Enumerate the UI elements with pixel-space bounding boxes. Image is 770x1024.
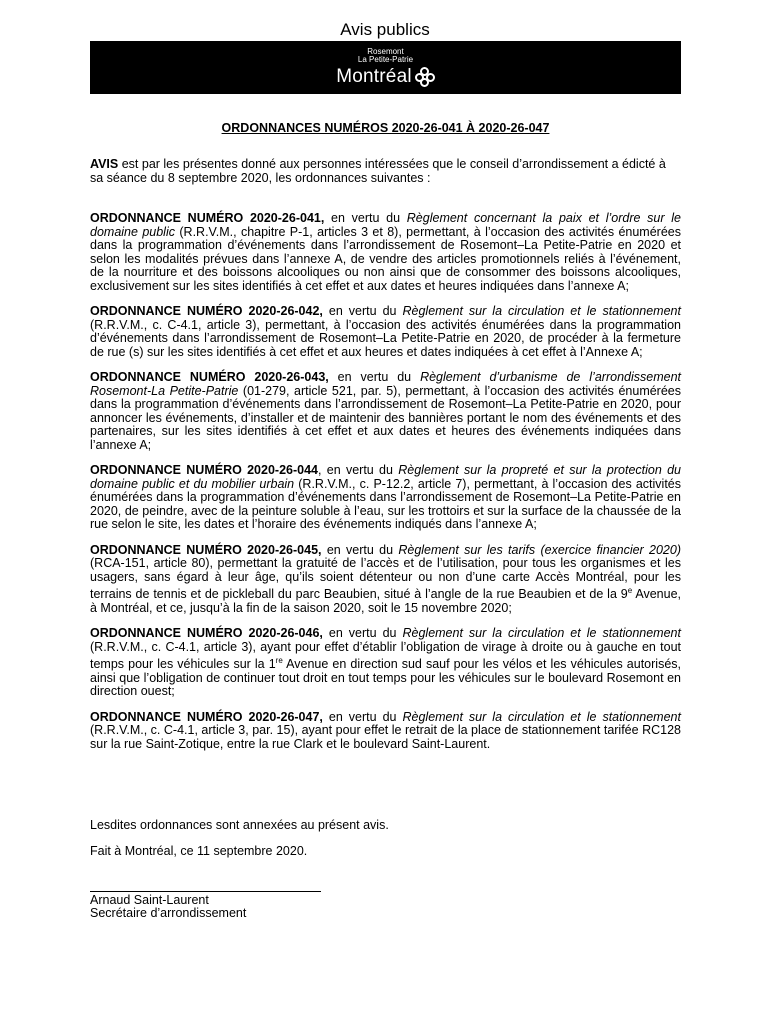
ordonnance-text: (R.R.V.M., c. P-12.2, article 7), permettant, à l’occasion des activités énumérées dans la programmation d’événements dans l’arrondissement de Rosemont–La Petite-Patrie en 2020, de peindre, avec de la peinture soluble à l’eau, sur les trottoirs et sur la surface de la chaussée de la rue selon le site, les dates et l’horaire des événements indiqués dans l’annexe A; bbox=[90, 476, 681, 531]
ordonnance-number: ORDONNANCE NUMÉRO 2020-26-044 bbox=[90, 463, 319, 477]
ordonnance-text: (01-279, article 521, par. 5), permettant, à l’occasion des activités énumérées dans la programmation d’événements dans l’arrondissement de Rosemont–La Petite-Patrie en 2020, pour annoncer les événements, d’installer et de maintenir des bannières portant le nom des événements et des partenaires, sur les sites identifiés à cet effet et aux dates et heures des événements indiquées dans l’annexe A; bbox=[90, 383, 682, 452]
borough-banner bbox=[90, 41, 681, 94]
ordonnance-paragraph bbox=[90, 464, 681, 532]
ordonnance-connector: en vertu du bbox=[324, 211, 407, 225]
ordonnance-paragraph bbox=[90, 711, 681, 752]
ordonnance-connector: en vertu du bbox=[322, 626, 403, 641]
signature-title: Secrétaire d’arrondissement bbox=[90, 906, 247, 920]
fleur-emblem-icon bbox=[415, 67, 435, 87]
banner-borough-line2: La Petite-Patrie bbox=[357, 55, 414, 64]
ordonnance-text: (R.R.V.M., c. C-4.1, article 3), ayant pour effet d’établir l’obligation de virage à droite ou à gauche en tout temps pour les véhicules sur la 1 bbox=[90, 639, 681, 672]
ordonnance-number: ORDONNANCE NUMÉRO 2020-26-045, bbox=[90, 542, 322, 557]
ordonnance-paragraph bbox=[90, 627, 681, 699]
intro-paragraph bbox=[90, 158, 681, 185]
ordonnance-connector: en vertu du bbox=[328, 370, 421, 384]
ordonnance-number: ORDONNANCE NUMÉRO 2020-26-047, bbox=[90, 709, 323, 724]
banner-borough-line1: Rosemont bbox=[367, 47, 404, 56]
ordonnance-number: ORDONNANCE NUMÉRO 2020-26-041, bbox=[90, 211, 325, 225]
reglement-name: Règlement d’urbanisme de l’arrondissement Rosemont-La Petite-Patrie bbox=[90, 370, 681, 398]
ordonnance-connector: en vertu du bbox=[321, 542, 399, 557]
ordonnance-text: (R.R.V.M., c. C-4.1, article 3, par. 15), ayant pour effet le retrait de la place de stationnement tarifée RC128 sur la rue Saint-Zotique, entre la rue Clark et le boulevard Saint-Laurent. bbox=[90, 723, 681, 751]
reglement-name: Règlement sur la circulation et le stationnement bbox=[402, 626, 681, 641]
logo-wordmark: Montréal bbox=[336, 66, 412, 87]
reglement-name: Règlement sur la circulation et le stationnement bbox=[402, 709, 681, 724]
ordonnance-number: ORDONNANCE NUMÉRO 2020-26-042, bbox=[90, 304, 323, 318]
reglement-name: Règlement sur les tarifs (exercice financier 2020) bbox=[398, 542, 681, 557]
signature-name: Arnaud Saint-Laurent bbox=[90, 893, 209, 907]
montreal-logo bbox=[90, 65, 681, 89]
ordonnance-paragraph bbox=[90, 371, 681, 452]
ordonnance-number: ORDONNANCE NUMÉRO 2020-26-043, bbox=[90, 370, 329, 384]
reglement-name: Règlement sur la circulation et le stationnement bbox=[402, 304, 681, 318]
ordonnance-text: (R.R.V.M., chapitre P-1, articles 3 et 8), permettant, à l’occasion des activités énumérées dans la programmation d’événements dans l’arrondissement de Rosemont–La Petite-Patrie en 2020 et selon les modalités prévues dans l’annexe A, de vendre des articles promotionnels reliés à l’événement, de la nourriture et des boissons alcooliques ou non ainsi que de consommer des boissons alcooliques, exclusivement sur les sites identifiés à cet effet et aux dates et heures indiquées dans l’annexe A; bbox=[90, 224, 681, 293]
closing-annex-sentence: Lesdites ordonnances sont annexées au présent avis. bbox=[90, 818, 389, 832]
ordonnance-connector: en vertu du bbox=[322, 709, 403, 724]
ordinal-superscript: e bbox=[627, 586, 633, 595]
closing-date-sentence: Fait à Montréal, ce 11 septembre 2020. bbox=[90, 844, 308, 858]
signature-line bbox=[90, 891, 321, 892]
intro-bold: AVIS bbox=[90, 157, 119, 171]
ordonnance-text: (R.R.V.M., c. C-4.1, article 3), permettant, à l’occasion des activités énumérées dans la programmation d’événements dans l’arrondissement de Rosemont–La Petite-Patrie en 2020, de procéder à la fermeture de rue (s) sur les sites identifiés à cet effet et aux heures et dates indiquées à cet effet à l’Annexe A; bbox=[90, 317, 681, 359]
page-header-title: Avis publics bbox=[340, 20, 430, 39]
ordonnance-paragraph bbox=[90, 544, 681, 616]
ordonnance-connector: , en vertu du bbox=[318, 463, 399, 477]
ordonnance-connector: en vertu du bbox=[322, 304, 403, 318]
intro-text: est par les présentes donné aux personnes intéressées que le conseil d’arrondissement a édicté à sa séance du 8 septembre 2020, les ordonnances suivantes : bbox=[90, 157, 666, 185]
ordonnance-number: ORDONNANCE NUMÉRO 2020-26-046, bbox=[90, 626, 323, 641]
ordonnance-text: (RCA-151, article 80), permettant la gratuité de l’accès et de l’utilisation, pour tous les organismes et les usagers, sans égard à leur âge, qu’ils soient détenteur ou non d’une carte Accès Montréal, pour les terrains de tennis et de pickleball du parc Beaubien, situé à l’angle de la rue Beaubien et de la 9 bbox=[90, 556, 681, 602]
document-title: ORDONNANCES NUMÉROS 2020-26-041 À 2020-26-047 bbox=[221, 121, 550, 135]
reglement-name: Règlement concernant la paix et l’ordre sur le domaine public bbox=[90, 211, 681, 239]
ordonnance-paragraph bbox=[90, 212, 681, 293]
ordonnance-text-continued: Avenue en direction sud sauf pour les vélos et les véhicules autorisés, ainsi que l’obligation de continuer tout droit en tout temps pour les véhicules sur le boulevard Rosemont en direction ouest; bbox=[90, 657, 681, 699]
ordonnance-list bbox=[90, 212, 681, 763]
reglement-name: Règlement sur la propreté et sur la protection du domaine public et du mobilier urbain bbox=[90, 463, 681, 491]
ordonnance-paragraph bbox=[90, 305, 681, 359]
ordonnance-text-continued: Avenue, à Montréal, et ce, jusqu’à la fin de la saison 2020, soit le 15 novembre 2020; bbox=[90, 587, 681, 615]
ordinal-superscript: re bbox=[275, 656, 283, 666]
